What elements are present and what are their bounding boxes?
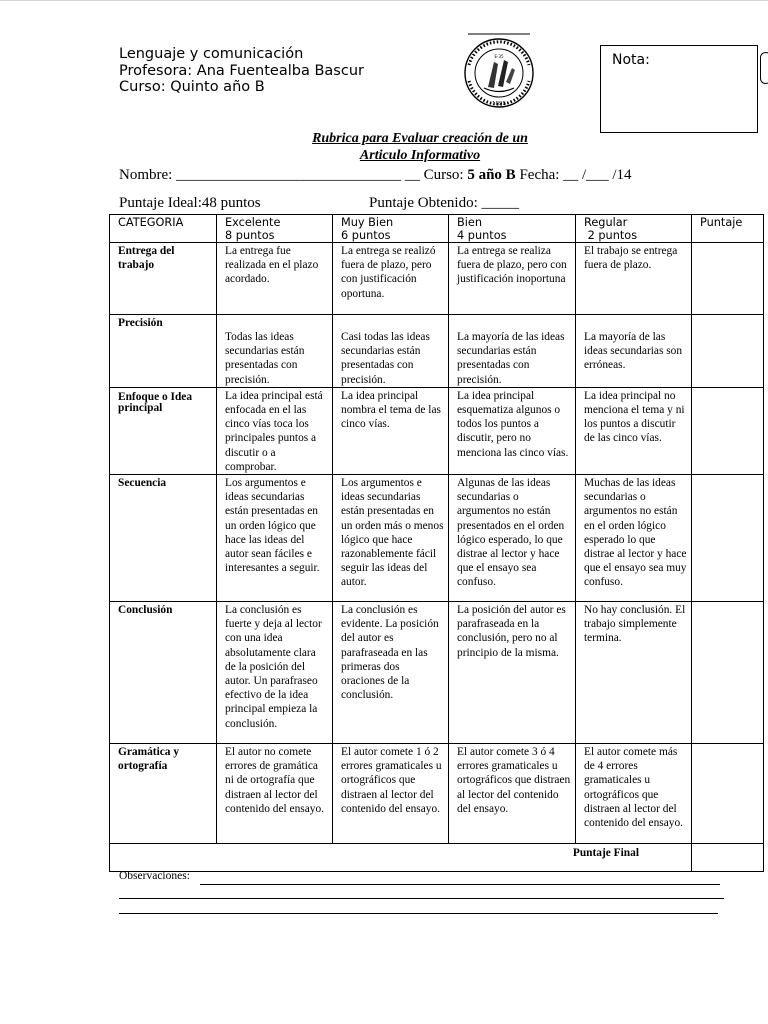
cell-bien: Algunas de las ideas secundarias o argumentos no están presentados en el orden lógico esperado, lo que distrae al lector y hace que el ensayo sea confuso. [449, 475, 576, 602]
table-header-row [110, 215, 764, 243]
cell-excelente: Los argumentos e ideas secundarias están presentadas en un orden lógico que hace las ideas del autor sean fáciles e interesantes a seguir. [217, 475, 333, 602]
obtained-score [369, 195, 519, 212]
header-categoria: CATEGORIA [110, 215, 217, 243]
rubric-table [109, 214, 764, 872]
header-bien-label: Bien [457, 216, 482, 229]
cell-bien: La entrega se realiza fuera de plazo, pero con justificación inoportuna [449, 243, 576, 315]
cell-bien: El autor comete 3 ó 4 errores gramaticales u ortográficos que distraen al lector del contenido del ensayo. [449, 744, 576, 844]
cell-excelente: La entrega fue realizada en el plazo acordado. [217, 243, 333, 315]
rubric-title-line1: Rubrica para Evaluar creación de un [312, 131, 528, 146]
svg-text:E-35: E-35 [494, 54, 504, 59]
header-regular-points: 2 puntos [584, 228, 638, 242]
date-label: Fecha: [519, 167, 560, 183]
cell-muy-bien: La idea principal nombra el tema de las cinco vías. [333, 387, 449, 474]
page-edge-mark [760, 52, 768, 84]
cell-bien: La posición del autor es parafraseada en la conclusión, pero no al principio de la misma. [449, 602, 576, 744]
observations-line-1[interactable] [200, 884, 720, 885]
header-bien-points: 4 puntos [457, 228, 507, 242]
observations-label: Observaciones: [119, 870, 190, 882]
cell-excelente: El autor no comete errores de gramática ni de ortografía que distraen al lector del contenido del ensayo. [217, 744, 333, 844]
observations-line-2[interactable] [119, 898, 724, 899]
cell-muy-bien: La conclusión es evidente. La posición del autor es parafraseada en las primeras dos oraciones de la conclusión. [333, 602, 449, 744]
name-blank[interactable]: ______________________________ __ [176, 167, 420, 183]
row-category: Secuencia [110, 475, 217, 602]
cell-excelente: Todas las ideas secundarias están presentadas con precisión. [217, 315, 333, 388]
cell-regular: No hay conclusión. El trabajo simplemente termina. [576, 602, 692, 744]
header-excelente-label: Excelente [225, 216, 281, 229]
row-category: Precisión [110, 315, 217, 388]
cell-puntaje[interactable] [692, 602, 764, 744]
table-row [110, 602, 764, 744]
cell-regular: El trabajo se entrega fuera de plazo. [576, 243, 692, 315]
date-blank[interactable]: __ /___ /14 [563, 167, 632, 183]
header-excelente [217, 215, 333, 243]
row-category: Entrega del trabajo [110, 243, 217, 315]
header-puntaje: Puntaje [692, 215, 764, 243]
table-row [110, 475, 764, 602]
page-top-border [0, 0, 768, 1]
cell-puntaje[interactable] [692, 387, 764, 474]
student-info-line [119, 167, 632, 184]
obtained-score-blank[interactable]: _____ [481, 195, 519, 211]
header-bien [449, 215, 576, 243]
teacher-line: Profesora: Ana Fuentealba Bascur [119, 62, 364, 79]
header-muy-bien-points: 6 puntos [341, 228, 391, 242]
subject-line: Lenguaje y comunicación [119, 46, 304, 62]
obtained-score-label: Puntaje Obtenido: [369, 195, 478, 211]
header-muy-bien [333, 215, 449, 243]
table-row [110, 243, 764, 315]
grade-label: Nota: [612, 52, 650, 68]
cell-bien: La mayoría de las ideas secundarias están presentadas con precisión. [449, 315, 576, 388]
table-row [110, 387, 764, 474]
cell-puntaje[interactable] [692, 475, 764, 602]
final-score-cell[interactable] [692, 844, 764, 872]
document-header [119, 46, 364, 96]
cell-puntaje[interactable] [692, 243, 764, 315]
header-muy-bien-label: Muy Bien [341, 216, 394, 229]
cell-regular: La idea principal no menciona el tema y ni los puntos a discutir de las cinco vías. [576, 387, 692, 474]
grade-box [600, 45, 758, 133]
header-regular-label: Regular [584, 216, 628, 229]
course-line: Curso: Quinto año B [119, 79, 265, 95]
cell-muy-bien: Los argumentos e ideas secundarias están presentadas en un orden más o menos lógico que hace razonablemente fácil seguir las ideas del autor. [333, 475, 449, 602]
row-category: Enfoque o Idea principal [110, 387, 217, 474]
cell-excelente: La conclusión es fuerte y deja al lector con una idea absolutamente clara de la posición del autor. Un parafraseo efectivo de la idea principal empieza la conclusión. [217, 602, 333, 744]
table-row [110, 744, 764, 844]
header-regular [576, 215, 692, 243]
ideal-score: Puntaje Ideal:48 puntos [119, 195, 261, 211]
final-score-label: Puntaje Final [110, 844, 692, 872]
cell-puntaje[interactable] [692, 744, 764, 844]
seal-year: 1895 [492, 101, 506, 107]
cell-bien: La idea principal esquematiza algunos o todos los puntos a discutir, pero no menciona las cinco vías. [449, 387, 576, 474]
cell-regular: La mayoría de las ideas secundarias son erróneas. [576, 315, 692, 388]
table-row [110, 315, 764, 388]
observations-line-3[interactable] [119, 913, 718, 914]
course-label: Curso: [423, 167, 464, 183]
cell-puntaje[interactable] [692, 315, 764, 388]
cell-regular: El autor comete más de 4 errores gramaticales u ortográficos que distraen al lector del contenido del ensayo. [576, 744, 692, 844]
cell-muy-bien: La entrega se realizó fuera de plazo, pero con justificación oportuna. [333, 243, 449, 315]
school-seal-icon [460, 32, 538, 110]
name-label: Nombre: [119, 167, 173, 183]
cell-excelente: La idea principal está enfocada en el las cinco vías toca los principales puntos a discutir o a comprobar. [217, 387, 333, 474]
course-value: 5 año B [467, 167, 516, 183]
cell-regular: Muchas de las ideas secundarias o argumentos no están en el orden lógico esperado lo que distrae al lector y hace que el ensayo sea muy confuso. [576, 475, 692, 602]
row-category: Conclusión [110, 602, 217, 744]
cell-muy-bien: Casi todas las ideas secundarias están presentadas con precisión. [333, 315, 449, 388]
row-category: Gramática y ortografía [110, 744, 217, 844]
rubric-title-line2: Articulo Informativo [359, 148, 481, 163]
cell-muy-bien: El autor comete 1 ó 2 errores gramaticales u ortográficos que distraen al lector del contenido del ensayo. [333, 744, 449, 844]
header-excelente-points: 8 puntos [225, 228, 275, 242]
final-score-row [110, 844, 764, 872]
